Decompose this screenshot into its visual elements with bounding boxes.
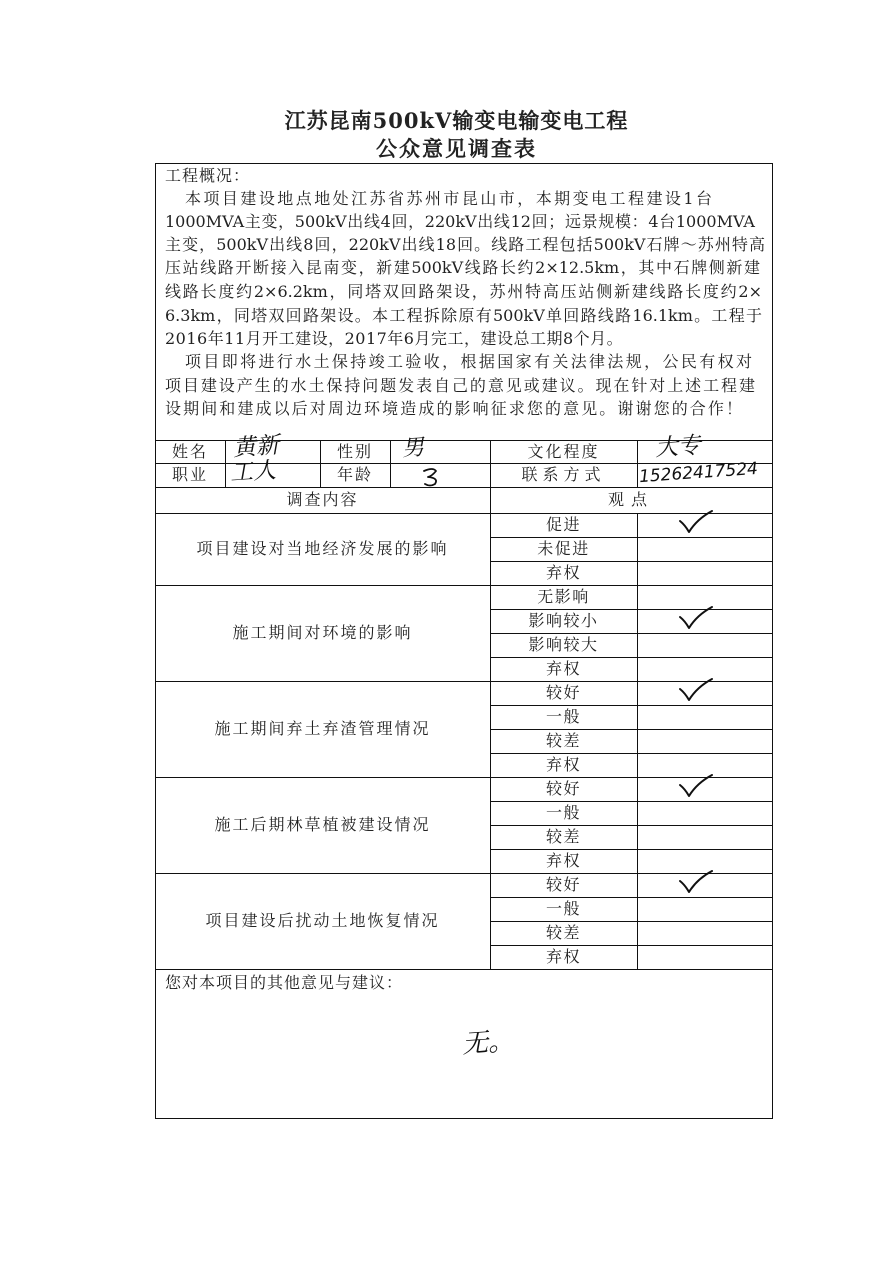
survey-option-label: 较差 (545, 923, 581, 942)
survey-option-label: 一般 (545, 707, 581, 726)
table-rule (490, 705, 772, 706)
table-rule (155, 969, 772, 970)
survey-option-label: 促进 (545, 515, 581, 534)
overview-line: 本项目建设地点地处江苏省苏州市昆山市，本期变电工程建设1台 (185, 189, 712, 208)
survey-content-header: 调查内容 (286, 490, 359, 509)
occupation-label: 职业 (171, 465, 208, 484)
survey-topic: 施工期间弃土弃渣管理情况 (214, 719, 431, 738)
checkmark (676, 677, 714, 707)
survey-option-label: 影响较大 (528, 635, 599, 654)
name-value: 黄新 (232, 432, 280, 462)
overview-line: 1000MVA主变，500kV出线4回，220kV出线12回；远景规模：4台1000MVA (165, 212, 755, 231)
gender-label: 性别 (336, 441, 373, 461)
table-rule (490, 825, 772, 826)
overview-line: 压站线路开断接入昆南变，新建500kV线路长约2×12.5km，其中石牌侧新建 (165, 258, 760, 277)
table-rule (490, 729, 772, 730)
overview-heading: 工程概况： (165, 166, 251, 185)
checkmark-icon (676, 677, 714, 703)
survey-option-label: 弃权 (545, 947, 581, 966)
survey-option-label: 一般 (545, 899, 581, 918)
survey-option-label: 较差 (545, 827, 581, 846)
occupation-value: 工人 (229, 457, 277, 487)
survey-topic: 项目建设对当地经济发展的影响 (196, 539, 449, 558)
survey-option-label: 影响较小 (528, 611, 599, 630)
document-subtitle: 公众意见调查表 (376, 136, 537, 161)
survey-option-label: 未促进 (537, 539, 590, 558)
table-rule (490, 921, 772, 922)
table-rule (225, 440, 226, 487)
age-handwriting-mark (420, 466, 444, 488)
survey-option-label: 弃权 (545, 755, 581, 774)
table-rule (490, 897, 772, 898)
checkmark (676, 605, 714, 635)
survey-option-label: 一般 (545, 803, 581, 822)
name-label: 姓名 (171, 441, 208, 461)
survey-option-label: 较好 (545, 875, 581, 894)
overview-line: 项目建设产生的水土保持问题发表自己的意见或建议。现在针对上述工程建 (165, 376, 755, 395)
table-rule (490, 537, 772, 538)
table-rule (490, 657, 772, 658)
document-title: 江苏昆南500kV输变电输变电工程 (284, 108, 629, 133)
checkmark (676, 509, 714, 539)
table-rule (490, 945, 772, 946)
table-rule (490, 609, 772, 610)
overview-line: 2016年11月开工建设，2017年6月完工，建设总工期8个月。 (165, 329, 624, 348)
comments-answer: 无。 (461, 1026, 515, 1060)
survey-option-label: 较差 (545, 731, 581, 750)
checkmark (676, 773, 714, 803)
survey-opinion-header: 观点 (607, 490, 654, 509)
overview-line: 线路长度约2×6.2km，同塔双回路架设，苏州特高压站侧新建线路长度约2× (165, 282, 762, 301)
age-label: 年龄 (336, 465, 373, 484)
overview-line: 项目即将进行水土保持竣工验收，根据国家有关法律法规，公民有权对 (185, 352, 752, 371)
table-rule (637, 513, 638, 969)
checkmark (676, 869, 714, 899)
overview-line: 6.3km，同塔双回路架设。本工程拆除原有500kV单回路线路16.1km。工程于 (165, 306, 762, 325)
checkmark-icon (676, 509, 714, 535)
table-rule (390, 440, 391, 487)
education-value: 大专 (654, 432, 702, 462)
comments-label: 您对本项目的其他意见与建议： (165, 973, 404, 992)
table-rule (490, 849, 772, 850)
table-rule (490, 753, 772, 754)
table-rule (490, 633, 772, 634)
checkmark-icon (676, 605, 714, 631)
survey-topic: 施工期间对环境的影响 (232, 623, 413, 642)
table-rule (637, 440, 638, 487)
checkmark-icon (676, 869, 714, 895)
survey-option-label: 较好 (545, 683, 581, 702)
survey-option-label: 无影响 (537, 587, 590, 606)
table-rule (490, 801, 772, 802)
survey-option-label: 弃权 (545, 851, 581, 870)
education-label: 文化程度 (527, 441, 600, 461)
contact-label: 联系方式 (521, 465, 606, 484)
contact-value: 15262417524 (638, 458, 759, 488)
checkmark-icon (676, 773, 714, 799)
overview-line: 设期间和建成以后对周边环境造成的影响征求您的意见。谢谢您的合作！ (165, 399, 742, 418)
survey-topic: 项目建设后扰动土地恢复情况 (205, 911, 440, 930)
survey-option-label: 较好 (545, 779, 581, 798)
survey-topic: 施工后期林草植被建设情况 (214, 815, 431, 834)
gender-value: 男 (401, 435, 425, 462)
overview-line: 主变，500kV出线8回，220kV出线18回。线路工程包括500kV石牌～苏州特高 (165, 235, 765, 254)
survey-option-label: 弃权 (545, 563, 581, 582)
survey-option-label: 弃权 (545, 659, 581, 678)
table-rule (490, 561, 772, 562)
